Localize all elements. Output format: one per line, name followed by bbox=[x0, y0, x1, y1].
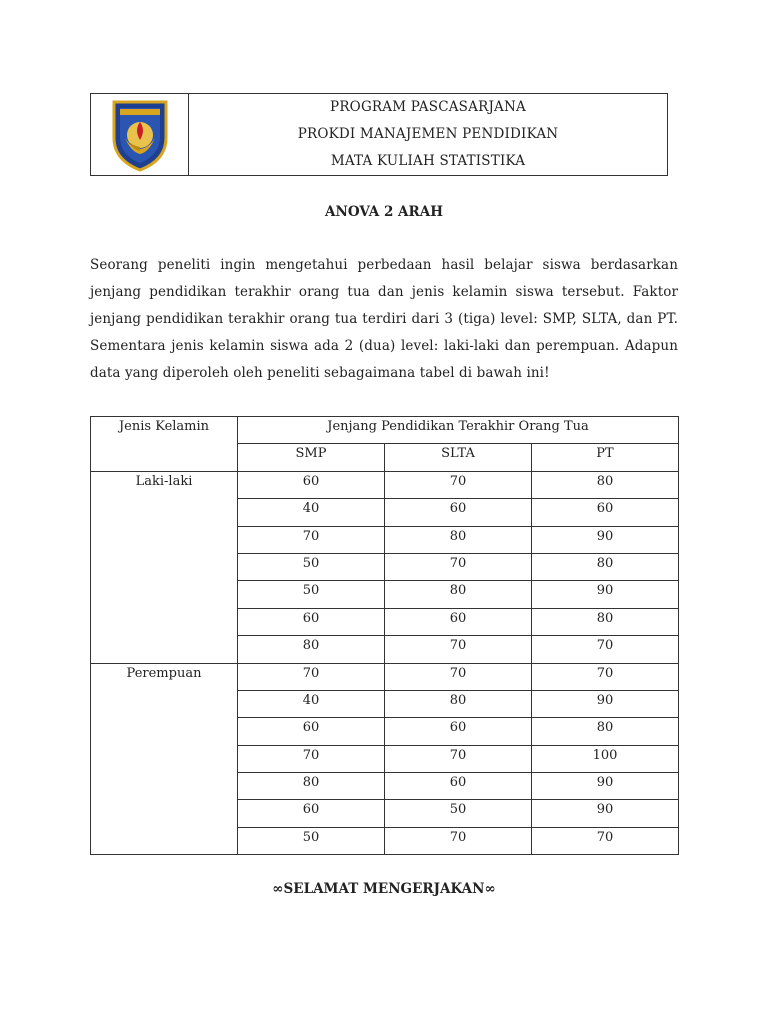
table-cell: 80 bbox=[238, 773, 385, 800]
table-cell: 70 bbox=[385, 745, 532, 772]
table-cell: 70 bbox=[385, 636, 532, 663]
table-cell: 90 bbox=[532, 773, 679, 800]
table-cell: 70 bbox=[532, 827, 679, 854]
table-cell: 70 bbox=[385, 827, 532, 854]
group-label-cell: Perempuan bbox=[91, 663, 238, 855]
course-name: MATA KULIAH STATISTIKA bbox=[330, 153, 526, 169]
table-cell: 60 bbox=[238, 471, 385, 498]
table-cell: 60 bbox=[532, 499, 679, 526]
table-cell: 70 bbox=[385, 663, 532, 690]
table-cell: 50 bbox=[238, 827, 385, 854]
table-cell: 90 bbox=[532, 526, 679, 553]
table-cell: 60 bbox=[385, 773, 532, 800]
data-table bbox=[90, 416, 679, 855]
table-cell: 60 bbox=[238, 718, 385, 745]
program-name: PROGRAM PASCASARJANA bbox=[330, 99, 526, 115]
table-cell: 80 bbox=[532, 718, 679, 745]
table-cell: 70 bbox=[532, 636, 679, 663]
table-cell: 90 bbox=[532, 800, 679, 827]
table-row bbox=[91, 663, 679, 690]
table-cell: 90 bbox=[532, 690, 679, 717]
table-cell: 40 bbox=[238, 499, 385, 526]
table-cell: 80 bbox=[532, 553, 679, 580]
table-row bbox=[91, 471, 679, 498]
table-cell: 70 bbox=[238, 526, 385, 553]
column-header-cell: SMP bbox=[238, 444, 385, 471]
row-header-cell: Jenis Kelamin bbox=[91, 417, 238, 472]
closing-message: ∞SELAMAT MENGERJAKAN∞ bbox=[272, 881, 496, 897]
table-cell: 60 bbox=[238, 608, 385, 635]
table-cell: 50 bbox=[238, 581, 385, 608]
table-cell: 60 bbox=[238, 800, 385, 827]
header-text bbox=[189, 94, 667, 175]
document-title: ANOVA 2 ARAH bbox=[325, 204, 443, 220]
table-cell: 80 bbox=[238, 636, 385, 663]
table-cell: 80 bbox=[385, 526, 532, 553]
table-cell: 80 bbox=[385, 690, 532, 717]
table-cell: 70 bbox=[532, 663, 679, 690]
table-cell: 80 bbox=[532, 471, 679, 498]
header-box bbox=[90, 93, 668, 176]
table-cell: 70 bbox=[385, 553, 532, 580]
col-group-header-cell: Jenjang Pendidikan Terakhir Orang Tua bbox=[238, 417, 679, 444]
table-cell: 50 bbox=[238, 553, 385, 580]
table-cell: 70 bbox=[385, 471, 532, 498]
study-program: PROKDI MANAJEMEN PENDIDIKAN bbox=[297, 126, 559, 142]
group-label-cell: Laki-laki bbox=[91, 471, 238, 663]
logo-cell bbox=[91, 94, 189, 175]
university-logo-icon bbox=[111, 98, 169, 172]
table-cell: 60 bbox=[385, 718, 532, 745]
table-cell: 100 bbox=[532, 745, 679, 772]
table-header-row bbox=[91, 417, 679, 444]
table-cell: 80 bbox=[532, 608, 679, 635]
table-cell: 90 bbox=[532, 581, 679, 608]
column-header-cell: PT bbox=[532, 444, 679, 471]
table-cell: 70 bbox=[238, 745, 385, 772]
table-cell: 60 bbox=[385, 608, 532, 635]
problem-paragraph: Seorang peneliti ingin mengetahui perbedaan hasil belajar siswa berdasarkan jenjang pendidikan terakhir orang tua dan jenis kelamin siswa tersebut. Faktor jenjang pendidikan terakhir orang tua terdiri dari 3 (tiga) level: SMP, SLTA, dan PT. Sementara jenis kelamin siswa ada 2 (dua) level: laki-laki dan perempuan. Adapun data yang diperoleh oleh peneliti sebagaimana tabel di bawah ini! bbox=[90, 257, 678, 381]
table-cell: 50 bbox=[385, 800, 532, 827]
table-cell: 80 bbox=[385, 581, 532, 608]
table-cell: 60 bbox=[385, 499, 532, 526]
column-header-cell: SLTA bbox=[385, 444, 532, 471]
table-cell: 70 bbox=[238, 663, 385, 690]
table-cell: 40 bbox=[238, 690, 385, 717]
